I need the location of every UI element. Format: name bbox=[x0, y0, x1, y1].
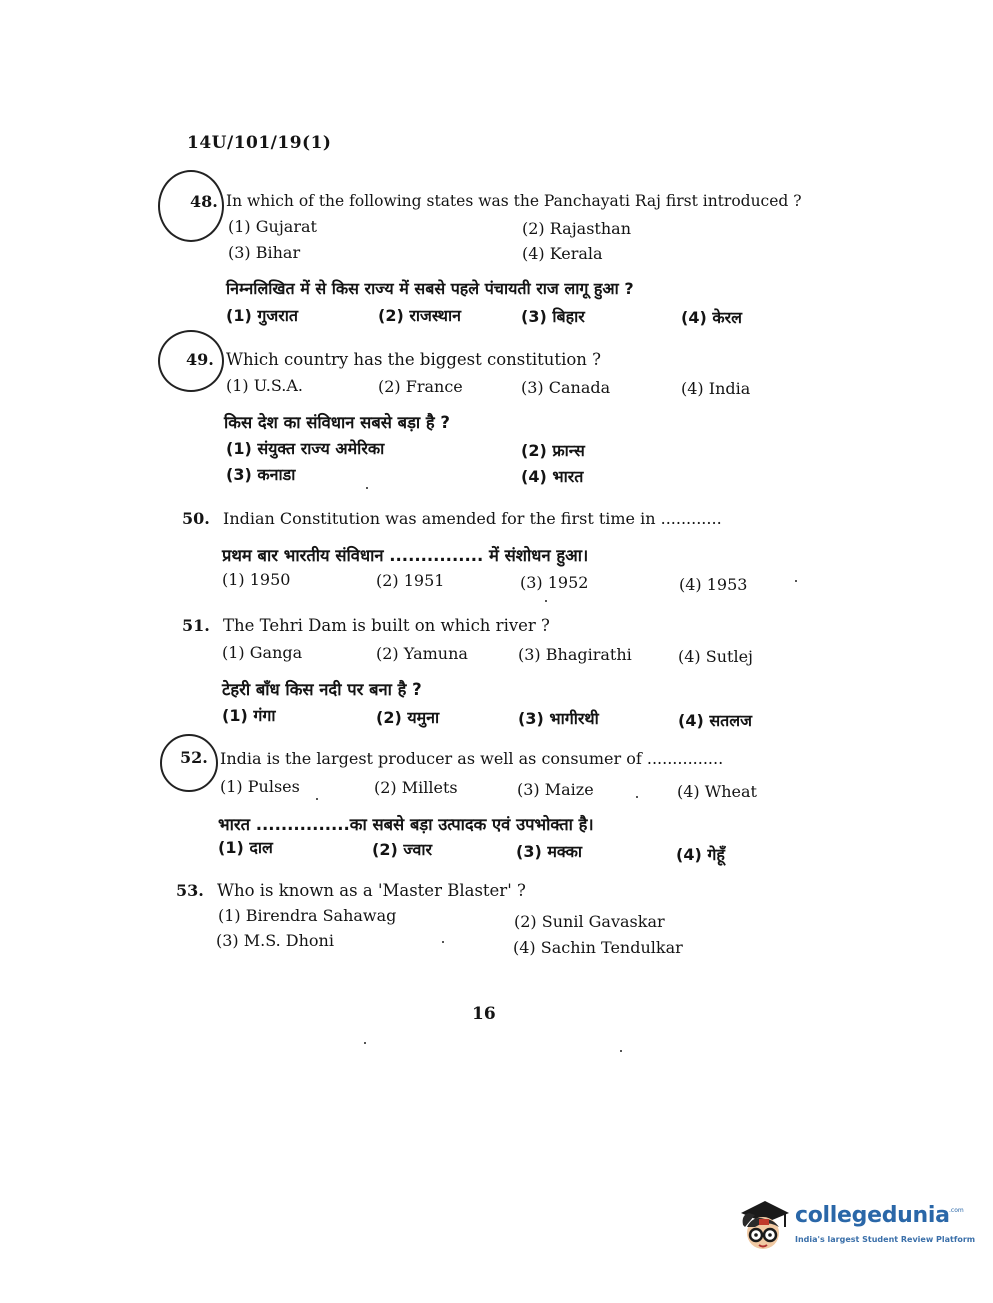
question-number: 53. bbox=[176, 881, 204, 900]
option: (1) 1950 bbox=[222, 570, 291, 589]
question-number: 50. bbox=[182, 509, 210, 528]
option-hi: (2) ज्वार bbox=[372, 840, 433, 859]
option-hi: (4) गेहूँ bbox=[676, 845, 725, 864]
option: (3) 1952 bbox=[520, 573, 589, 592]
option: (3) Maize bbox=[517, 780, 594, 799]
option: (2) Yamuna bbox=[376, 644, 468, 663]
option: (3) Canada bbox=[521, 378, 611, 397]
option: (1) Birendra Sahawag bbox=[218, 906, 397, 925]
question-text-hi: निम्नलिखित में से किस राज्य में सबसे पहले पंचायती राज लागू हुआ ? bbox=[226, 279, 634, 298]
paper-code: 14U/101/19(1) bbox=[187, 133, 332, 153]
scan-speck bbox=[316, 798, 318, 800]
option: (4) Sutlej bbox=[678, 647, 753, 666]
option: (2) Millets bbox=[374, 778, 458, 797]
question-number: 49. bbox=[186, 350, 214, 369]
option: (2) Rajasthan bbox=[522, 219, 631, 238]
option-hi: (3) मक्का bbox=[516, 842, 583, 861]
question-text-hi: प्रथम बार भारतीय संविधान ............... में संशोधन हुआ। bbox=[222, 546, 589, 565]
collegedunia-logo bbox=[735, 1197, 976, 1257]
student-mascot-icon bbox=[735, 1197, 791, 1255]
question-text-en: Who is known as a 'Master Blaster' ? bbox=[217, 881, 526, 900]
question-text-hi: टेहरी बाँध किस नदी पर बना है ? bbox=[222, 680, 422, 699]
scan-speck bbox=[364, 1042, 366, 1044]
question-number: 52. bbox=[180, 748, 208, 767]
option: (4) Kerala bbox=[522, 244, 603, 263]
question-text-en: India is the largest producer as well as consumer of ............... bbox=[220, 749, 724, 768]
question-text-en: Indian Constitution was amended for the first time in ............ bbox=[223, 509, 722, 528]
option: (2) France bbox=[378, 377, 463, 396]
option: (4) Wheat bbox=[677, 782, 757, 801]
question-text-en: The Tehri Dam is built on which river ? bbox=[223, 616, 550, 635]
option: (1) U.S.A. bbox=[226, 376, 303, 395]
option-hi: (2) फ्रान्स bbox=[521, 441, 585, 460]
option-hi: (1) संयुक्त राज्य अमेरिका bbox=[226, 439, 385, 458]
option-hi: (3) कनाडा bbox=[226, 465, 296, 484]
option-hi: (4) केरल bbox=[681, 308, 743, 327]
question-text-en: In which of the following states was the Panchayati Raj first introduced ? bbox=[226, 192, 802, 210]
option: (2) 1951 bbox=[376, 571, 445, 590]
page-number: 16 bbox=[472, 1004, 496, 1024]
logo-tagline: India's largest Student Review Platform bbox=[795, 1235, 976, 1244]
option-hi: (4) सतलज bbox=[678, 711, 752, 730]
option-hi: (1) गुजरात bbox=[226, 306, 299, 325]
option: (4) 1953 bbox=[679, 575, 748, 594]
scan-speck bbox=[545, 600, 547, 602]
scan-speck bbox=[442, 941, 444, 943]
option-hi: (2) यमुना bbox=[376, 708, 440, 727]
scan-speck bbox=[620, 1050, 622, 1052]
option: (3) M.S. Dhoni bbox=[216, 931, 334, 950]
option: (4) Sachin Tendulkar bbox=[513, 938, 683, 957]
option-hi: (1) गंगा bbox=[222, 706, 276, 725]
question-text-en: Which country has the biggest constitution ? bbox=[226, 350, 601, 369]
option: (2) Sunil Gavaskar bbox=[514, 912, 665, 931]
option-hi: (3) भागीरथी bbox=[518, 709, 599, 728]
option-hi: (4) भारत bbox=[521, 467, 584, 486]
option: (3) Bihar bbox=[228, 243, 301, 262]
logo-suffix: .com bbox=[949, 1207, 964, 1214]
option: (1) Ganga bbox=[222, 643, 303, 662]
option-hi: (1) दाल bbox=[218, 838, 273, 857]
scan-speck bbox=[366, 487, 368, 489]
option-hi: (2) राजस्थान bbox=[378, 306, 462, 325]
option: (1) Pulses bbox=[220, 777, 300, 796]
option: (1) Gujarat bbox=[228, 217, 317, 236]
scan-speck bbox=[636, 796, 638, 798]
option: (4) India bbox=[681, 379, 751, 398]
question-text-hi: भारत ...............का सबसे बड़ा उत्पादक एवं उपभोक्ता है। bbox=[218, 815, 594, 834]
option: (3) Bhagirathi bbox=[518, 645, 632, 664]
question-number: 48. bbox=[190, 192, 218, 211]
option-hi: (3) बिहार bbox=[521, 307, 585, 326]
question-text-hi: किस देश का संविधान सबसे बड़ा है ? bbox=[224, 413, 451, 432]
question-number: 51. bbox=[182, 616, 210, 635]
logo-wordmark: collegedunia bbox=[795, 1203, 950, 1228]
scan-speck bbox=[795, 580, 797, 582]
